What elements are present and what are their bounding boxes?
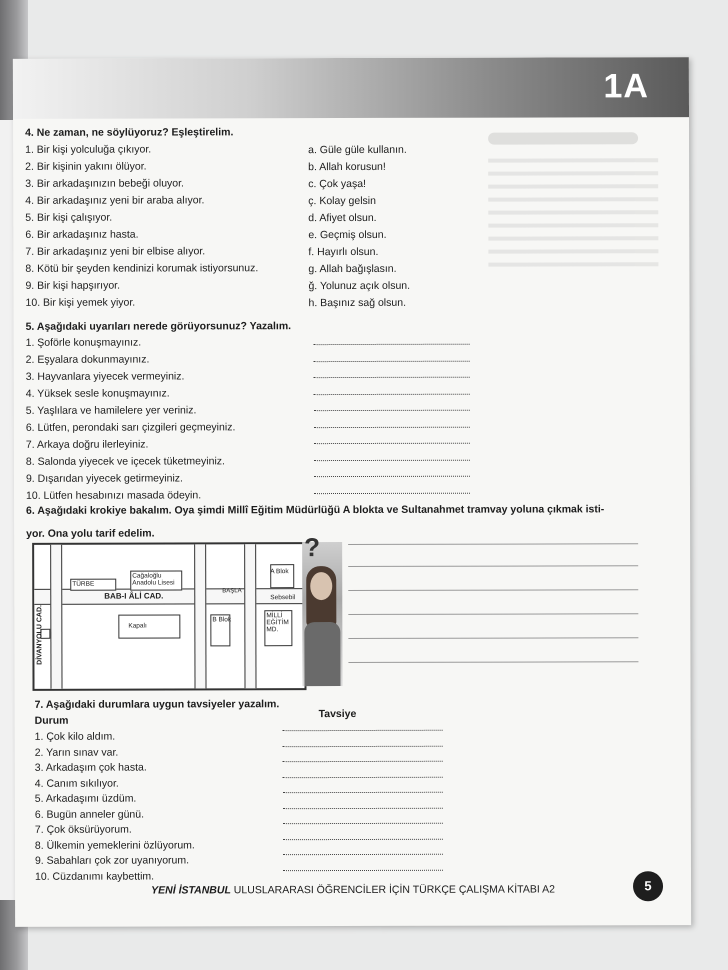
map-label-babiali: BAB-I ÂLİ CAD.: [104, 591, 164, 601]
answer-dotted-line: [314, 393, 470, 394]
answer-dotted-line: [283, 823, 443, 824]
q4-situation-item: 4. Bir arkadaşınız yeni bir araba alıyor.: [25, 194, 205, 207]
answer-line: [348, 661, 638, 663]
q4-situation-item: 9. Bir kişi hapşırıyor.: [25, 279, 121, 292]
q5-warning-item: 4. Yüksek sesle konuşmayınız.: [25, 387, 170, 400]
street-sketch-map: [32, 542, 306, 691]
map-label-school: Cağaloğlu Anadolu Lisesi: [132, 572, 175, 587]
answer-dotted-line: [283, 761, 443, 762]
answer-dotted-line: [314, 492, 470, 493]
footer-brand: YENİ İSTANBUL: [151, 884, 231, 897]
q4-phrase-item: g. Allah bağışlasın.: [308, 262, 397, 276]
map-label-kapali: Kapalı: [128, 622, 147, 630]
q4-situation-item: 7. Bir arkadaşınız yeni bir elbise alıyor.: [25, 245, 206, 258]
answer-dotted-line: [283, 838, 443, 839]
thinking-woman-photo: [302, 542, 342, 686]
answer-dotted-line: [283, 854, 443, 855]
q5-title: 5. Aşağıdaki uyarıları nerede görüyorsunuz? Yazalım.: [25, 320, 292, 333]
q5-warning-item: 6. Lütfen, perondaki sarı çizgileri geçmeyiniz.: [25, 421, 236, 434]
answer-dotted-line: [283, 776, 443, 777]
q6-title-line2: yor. Ona yolu tarif edelim.: [26, 527, 155, 540]
answer-dotted-line: [283, 869, 443, 870]
q4-situation-item: 6. Bir arkadaşınız hasta.: [25, 228, 139, 241]
answer-line: [348, 637, 638, 639]
q5-warning-item: 1. Şoförle konuşmayınız.: [25, 336, 142, 349]
answer-dotted-line: [314, 377, 470, 378]
q4-phrase-item: c. Çok yaşa!: [308, 177, 366, 191]
q7-situation-item: 8. Ülkemin yemeklerini özlüyorum.: [34, 838, 195, 852]
q7-situation-item: 7. Çok öksürüyorum.: [34, 823, 132, 836]
answer-line: [348, 589, 638, 591]
map-label-meb: MİLLİ EĞİTİM MD.: [266, 612, 289, 634]
q7-situation-item: 9. Sabahları çok zor uyanıyorum.: [34, 854, 190, 867]
show-through-background: [468, 122, 690, 423]
q7-situation-item: 5. Arkadaşımı üzdüm.: [34, 792, 137, 805]
footer: [15, 883, 691, 897]
q7-situation-item: 6. Bugün anneler günü.: [34, 808, 145, 821]
answer-dotted-line: [283, 807, 443, 808]
answer-line: [348, 613, 638, 615]
q5-warning-item: 3. Hayvanlara yiyecek vermeyiniz.: [25, 370, 185, 383]
q5-warning-item: 9. Dışarıdan yiyecek getirmeyiniz.: [25, 472, 183, 485]
q4-situation-item: 2. Bir kişinin yakını ölüyor.: [25, 160, 147, 173]
answer-dotted-line: [314, 476, 470, 477]
q7-title: 7. Aşağıdaki durumlara uygun tavsiyeler yazalım.: [34, 698, 280, 711]
q5-warning-item: 2. Eşyalara dokunmayınız.: [25, 353, 150, 366]
map-label-a-blok: A Blok: [270, 568, 289, 576]
answer-dotted-line: [314, 459, 470, 460]
answer-dotted-line: [314, 410, 470, 411]
q4-phrase-item: d. Afiyet olsun.: [308, 211, 377, 225]
workbook-page: [13, 57, 691, 927]
q7-situation-item: 2. Yarın sınav var.: [34, 746, 119, 759]
question-mark: ?: [304, 532, 321, 563]
map-label-sebsebil: Sebsebil: [270, 594, 296, 602]
q5-warning-item: 5. Yaşlılara ve hamilelere yer veriniz.: [25, 404, 197, 417]
q7-situation-item: 4. Canım sıkılıyor.: [34, 777, 119, 790]
q5-warning-item: 8. Salonda yiyecek ve içecek tüketmeyiniz.: [25, 455, 225, 468]
q5-warning-item: 10. Lütfen hesabınızı masada ödeyin.: [25, 489, 202, 502]
q6-title-line1: 6. Aşağıdaki krokiye bakalım. Oya şimdi Millî Eğitim Müdürlüğü A blokta ve Sultanahmet tramvay yoluna çıkmak isti-: [26, 503, 605, 517]
map-label-turbe: TÜRBE: [72, 580, 95, 588]
answer-dotted-line: [314, 360, 470, 361]
answer-dotted-line: [314, 344, 470, 345]
page-number: 5: [633, 871, 663, 901]
q4-phrase-item: e. Geçmiş olsun.: [308, 228, 387, 242]
answer-dotted-line: [283, 792, 443, 793]
answer-dotted-line: [314, 443, 470, 444]
q7-col-durum: Durum: [34, 714, 69, 727]
answer-dotted-line: [283, 745, 443, 746]
q7-situation-item: 1. Çok kilo aldım.: [34, 730, 116, 743]
unit-label: 1A: [603, 67, 649, 106]
q7-situation-item: 3. Arkadaşım çok hasta.: [34, 761, 147, 774]
q4-situation-item: 5. Bir kişi çalışıyor.: [25, 211, 113, 224]
answer-dotted-line: [314, 426, 470, 427]
answer-line: [348, 565, 638, 567]
answer-line: [348, 543, 638, 545]
q7-col-tavsiye: Tavsiye: [318, 707, 357, 721]
q4-situation-item: 1. Bir kişi yolculuğa çıkıyor.: [25, 143, 152, 156]
map-label-divanyolu: DİVANYOLU CAD.: [36, 605, 44, 665]
map-label-start: BAŞLA: [222, 588, 242, 595]
q4-phrase-item: a. Güle güle kullanın.: [308, 143, 407, 157]
q4-situation-item: 3. Bir arkadaşınızın bebeği oluyor.: [25, 177, 184, 190]
header-band: [13, 57, 689, 119]
q4-phrase-item: b. Allah korusun!: [308, 160, 386, 174]
q4-title: 4. Ne zaman, ne söylüyoruz? Eşleştirelim.: [25, 126, 234, 139]
q4-phrase-item: ç. Kolay gelsin: [308, 194, 376, 208]
q4-phrase-item: h. Başınız sağ olsun.: [308, 296, 407, 310]
q4-situation-item: 8. Kötü bir şeyden kendinizi korumak istiyorsunuz.: [25, 262, 259, 275]
q4-phrase-item: f. Hayırlı olsun.: [308, 245, 379, 259]
q5-warning-item: 7. Arkaya doğru ilerleyiniz.: [25, 438, 149, 451]
q4-situation-item: 10. Bir kişi yemek yiyor.: [25, 296, 136, 309]
q7-situation-item: 10. Cüzdanımı kaybettim.: [34, 870, 155, 883]
footer-title: ULUSLARARASI ÖĞRENCİLER İÇİN TÜRKÇE ÇALIŞMA KİTABI A2: [230, 883, 555, 897]
map-label-b-blok: B Blok: [212, 616, 232, 624]
q4-phrase-item: ğ. Yolunuz açık olsun.: [308, 279, 411, 293]
answer-dotted-line: [283, 730, 443, 731]
